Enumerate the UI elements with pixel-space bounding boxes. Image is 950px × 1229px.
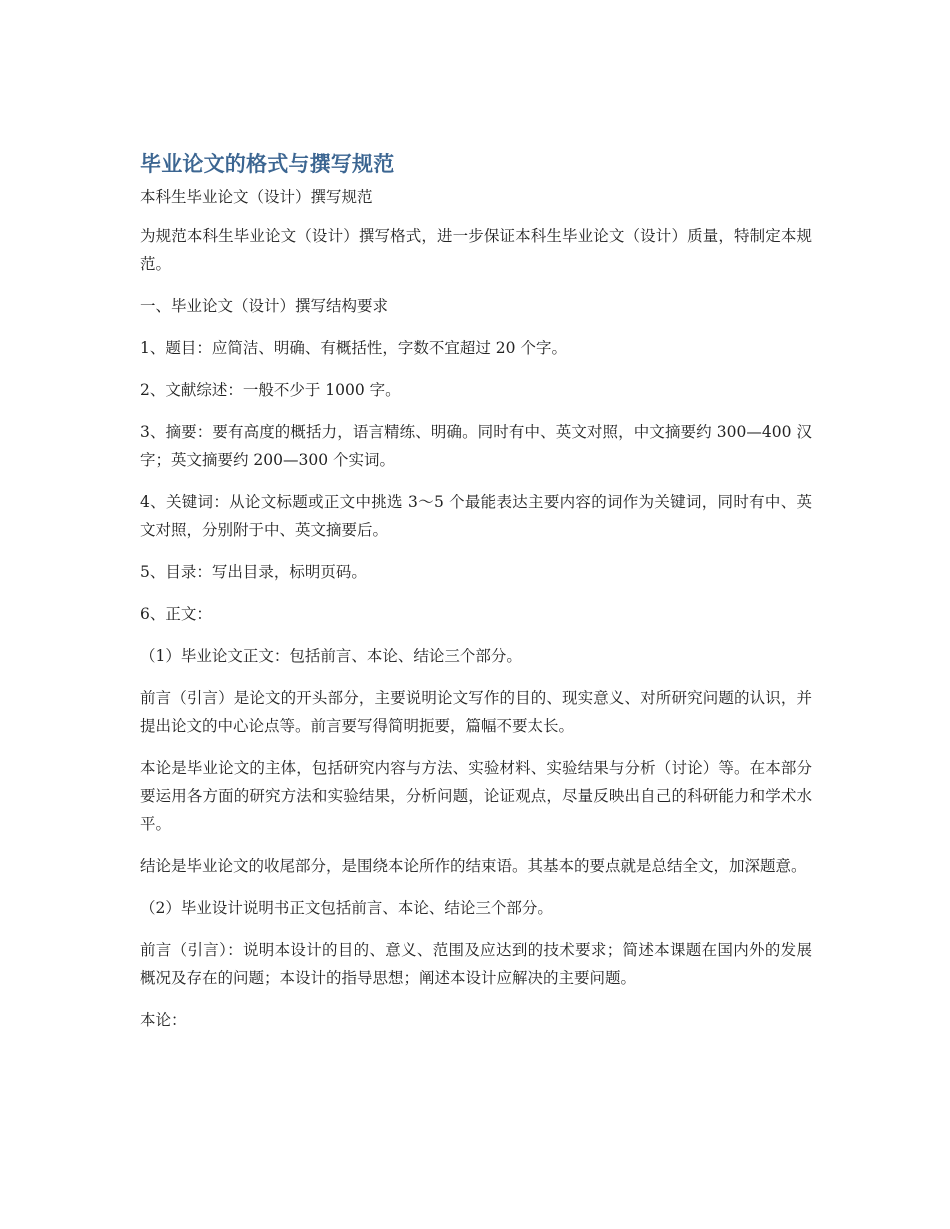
design-introduction-paragraph: 前言（引言）：说明本设计的目的、意义、范围及应达到的技术要求；简述本课题在国内外的发展概况及存在的问题；本设计的指导思想；阐述本设计应解决的主要问题。 — [140, 941, 812, 987]
item-title-rule: 1、题目：应简洁、明确、有概括性，字数不宜超过 20 个字。 — [140, 339, 567, 357]
item-keywords-rule: 4、关键词：从论文标题或正文中挑选 3～5 个最能表达主要内容的词作为关键词，同时有中、英文对照，分别附于中、英文摘要后。 — [140, 493, 812, 539]
intro-paragraph: 为规范本科生毕业论文（设计）撰写格式，进一步保证本科生毕业论文（设计）质量，特制定本规范。 — [140, 227, 812, 273]
thesis-main-body-paragraph: 本论是毕业论文的主体，包括研究内容与方法、实验材料、实验结果与分析（讨论）等。在本部分要运用各方面的研究方法和实验结果，分析问题，论证观点，尽量反映出自己的科研能力和学术水平。 — [140, 759, 812, 833]
thesis-introduction-paragraph: 前言（引言）是论文的开头部分，主要说明论文写作的目的、现实意义、对所研究问题的认识，并提出论文的中心论点等。前言要写得简明扼要，篇幅不要太长。 — [140, 689, 812, 735]
section-heading-structure: 一、毕业论文（设计）撰写结构要求 — [140, 297, 389, 315]
item-abstract-rule: 3、摘要：要有高度的概括力，语言精练、明确。同时有中、英文对照，中文摘要约 300—400 汉字；英文摘要约 200—300 个实词。 — [140, 423, 812, 469]
item-main-text: 6、正文： — [140, 605, 212, 623]
document-body — [140, 148, 812, 1048]
subitem-design-body: （2）毕业设计说明书正文包括前言、本论、结论三个部分。 — [140, 899, 553, 917]
item-literature-review-rule: 2、文献综述：一般不少于 1000 字。 — [140, 381, 401, 399]
design-main-body-label: 本论： — [140, 1011, 187, 1029]
item-toc-rule: 5、目录：写出目录，标明页码。 — [140, 563, 367, 581]
thesis-conclusion-paragraph: 结论是毕业论文的收尾部分，是围绕本论所作的结束语。其基本的要点就是总结全文，加深题意。 — [140, 857, 807, 875]
document-subtitle: 本科生毕业论文（设计）撰写规范 — [140, 188, 373, 206]
document-title: 毕业论文的格式与撰写规范 — [140, 152, 395, 176]
subitem-thesis-body: （1）毕业论文正文：包括前言、本论、结论三个部分。 — [140, 647, 522, 665]
